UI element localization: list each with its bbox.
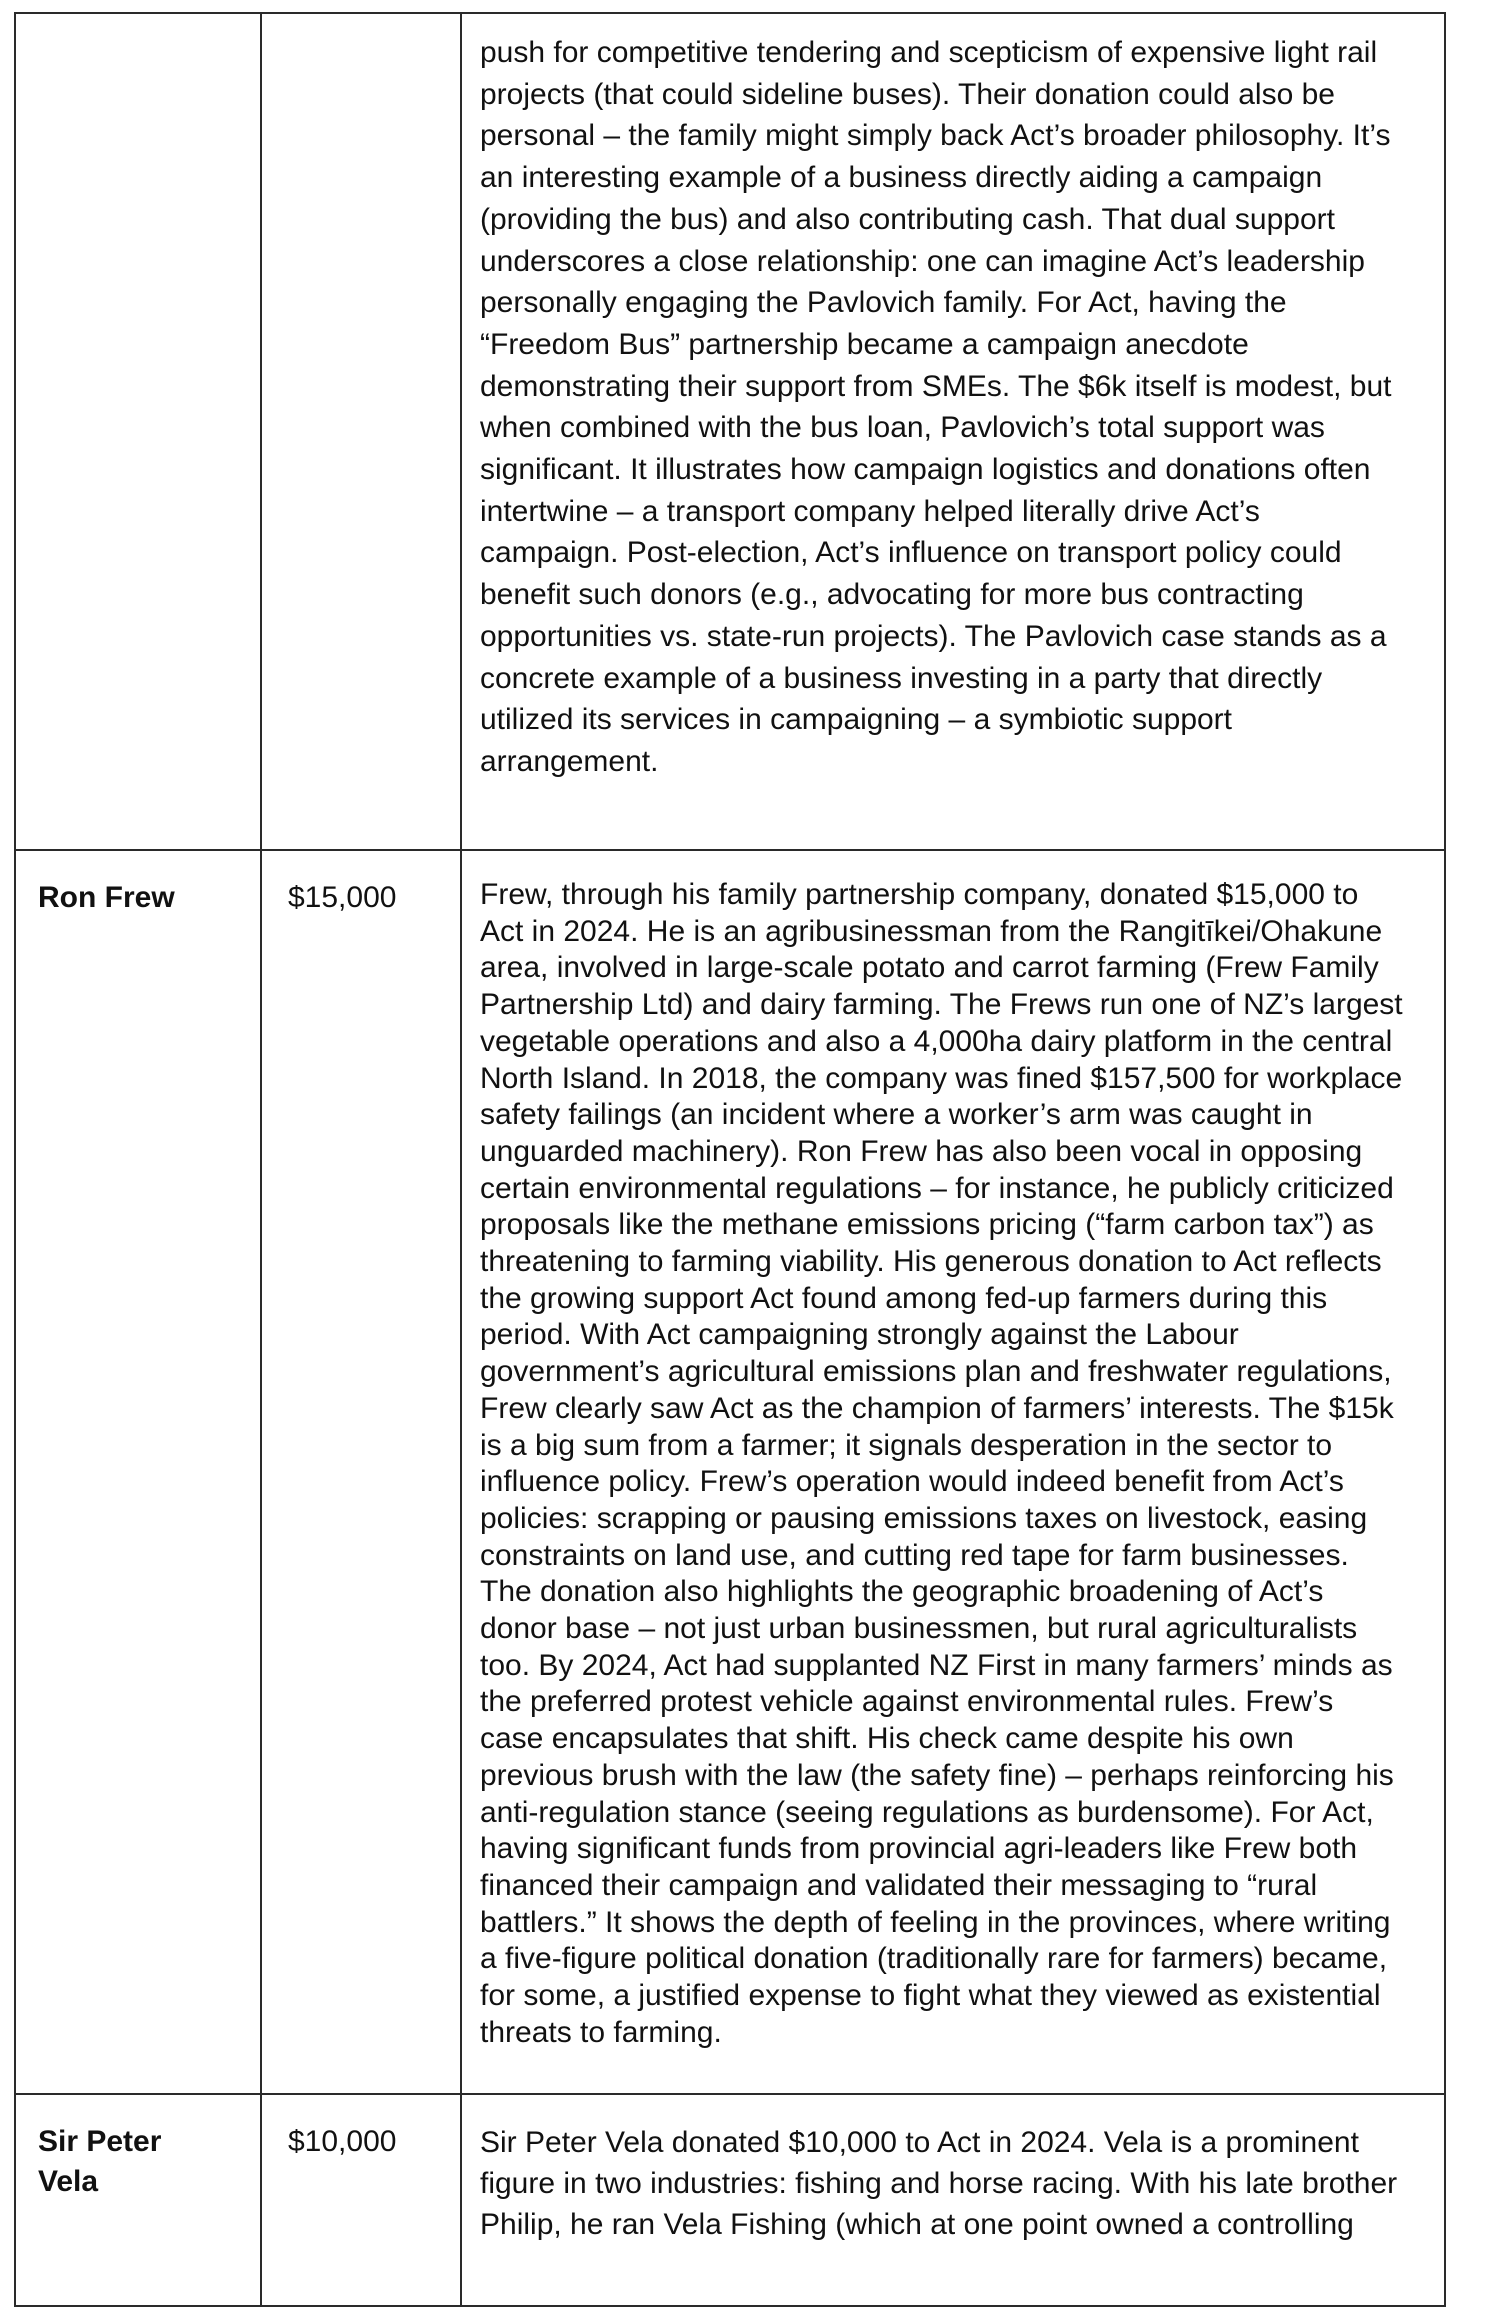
donation-amount: $15,000 [288, 881, 397, 914]
donor-description-cell [461, 13, 1445, 850]
donor-name-cell [15, 850, 261, 2094]
table-row [15, 13, 1445, 850]
donor-name-cell [15, 2094, 261, 2306]
donor-description-cell [461, 850, 1445, 2094]
donor-name: Ron Frew [38, 881, 175, 914]
table-row [15, 850, 1445, 2094]
donor-description: Frew, through his family partnership company, donated $15,000 to Act in 2024. He is an agribusinessman from the Rangitīkei/Ohakune area, involved in large-scale potato and carrot farming (Frew Family Partnership Ltd) and dairy farming. The Frews run one of NZ’s largest vegetable operations and also a 4,000ha dairy platform in the central North Island. In 2018, the company was fined $157,500 for workplace safety failings (an incident where a worker’s arm was caught in unguarded machinery). Ron Frew has also been vocal in opposing certain environmental regulations – for instance, he publicly criticized proposals like the methane emissions pricing (“farm carbon tax”) as threatening to farming viability. His generous donation to Act reflects the growing support Act found among fed-up farmers during this period. With Act campaigning strongly against the Labour government’s agricultural emissions plan and freshwater regulations, Frew clearly saw Act as the champion of farmers’ interests. The $15k is a big sum from a farmer; it signals desperation in the sector to influence policy. Frew’s operation would indeed benefit from Act’s policies: scrapping or pausing emissions taxes on livestock, easing constraints on land use, and cutting red tape for farm businesses. The donation also highlights the geographic broadening of Act’s donor base – not just urban businessmen, but rural agriculturalists too. By 2024, Act had supplanted NZ First in many farmers’ minds as the preferred protest vehicle against environmental rules. Frew’s case encapsulates that shift. His check came despite his own previous brush with the law (the safety fine) – perhaps reinforcing his anti-regulation stance (seeing regulations as burdensome). For Act, having significant funds from provincial agri-leaders like Frew both financed their campaign and validated their messaging to “rural battlers.” It shows the depth of feeling in the provinces, where writing a five-figure political donation (traditionally rare for farmers) became, for some, a justified expense to fight what they viewed as existential threats to farming. [480, 878, 1403, 2049]
donor-name: Sir Peter Vela [38, 2125, 162, 2198]
donor-description: Sir Peter Vela donated $10,000 to Act in 2024. Vela is a prominent figure in two industries: fishing and horse racing. With his late brother Philip, he ran Vela Fishing (which at one point owned a controlling [480, 2126, 1398, 2242]
donor-description: push for competitive tendering and scepticism of expensive light rail projects (that could sideline buses). Their donation could also be personal – the family might simply back Act’s broader philosophy. It’s an interesting example of a business directly aiding a campaign (providing the bus) and also contributing cash. That dual support underscores a close relationship: one can imagine Act’s leadership personally engaging the Pavlovich family. For Act, having the “Freedom Bus” partnership became a campaign anecdote demonstrating their support from SMEs. The $6k itself is modest, but when combined with the bus loan, Pavlovich’s total support was significant. It illustrates how campaign logistics and donations often intertwine – a transport company helped literally drive Act’s campaign. Post-election, Act’s influence on transport policy could benefit such donors (e.g., advocating for more bus contracting opportunities vs. state-run projects). The Pavlovich case stands as a concrete example of a business investing in a party that directly utilized its services in campaigning – a symbiotic support arrangement. [480, 36, 1392, 778]
donation-amount-cell [261, 13, 461, 850]
table-row [15, 2094, 1445, 2306]
donor-description-cell [461, 2094, 1445, 2306]
donation-amount-cell [261, 2094, 461, 2306]
donation-amount: $10,000 [288, 2125, 397, 2158]
donor-name-cell [15, 13, 261, 850]
donor-table [14, 12, 1446, 2307]
donation-amount-cell [261, 850, 461, 2094]
